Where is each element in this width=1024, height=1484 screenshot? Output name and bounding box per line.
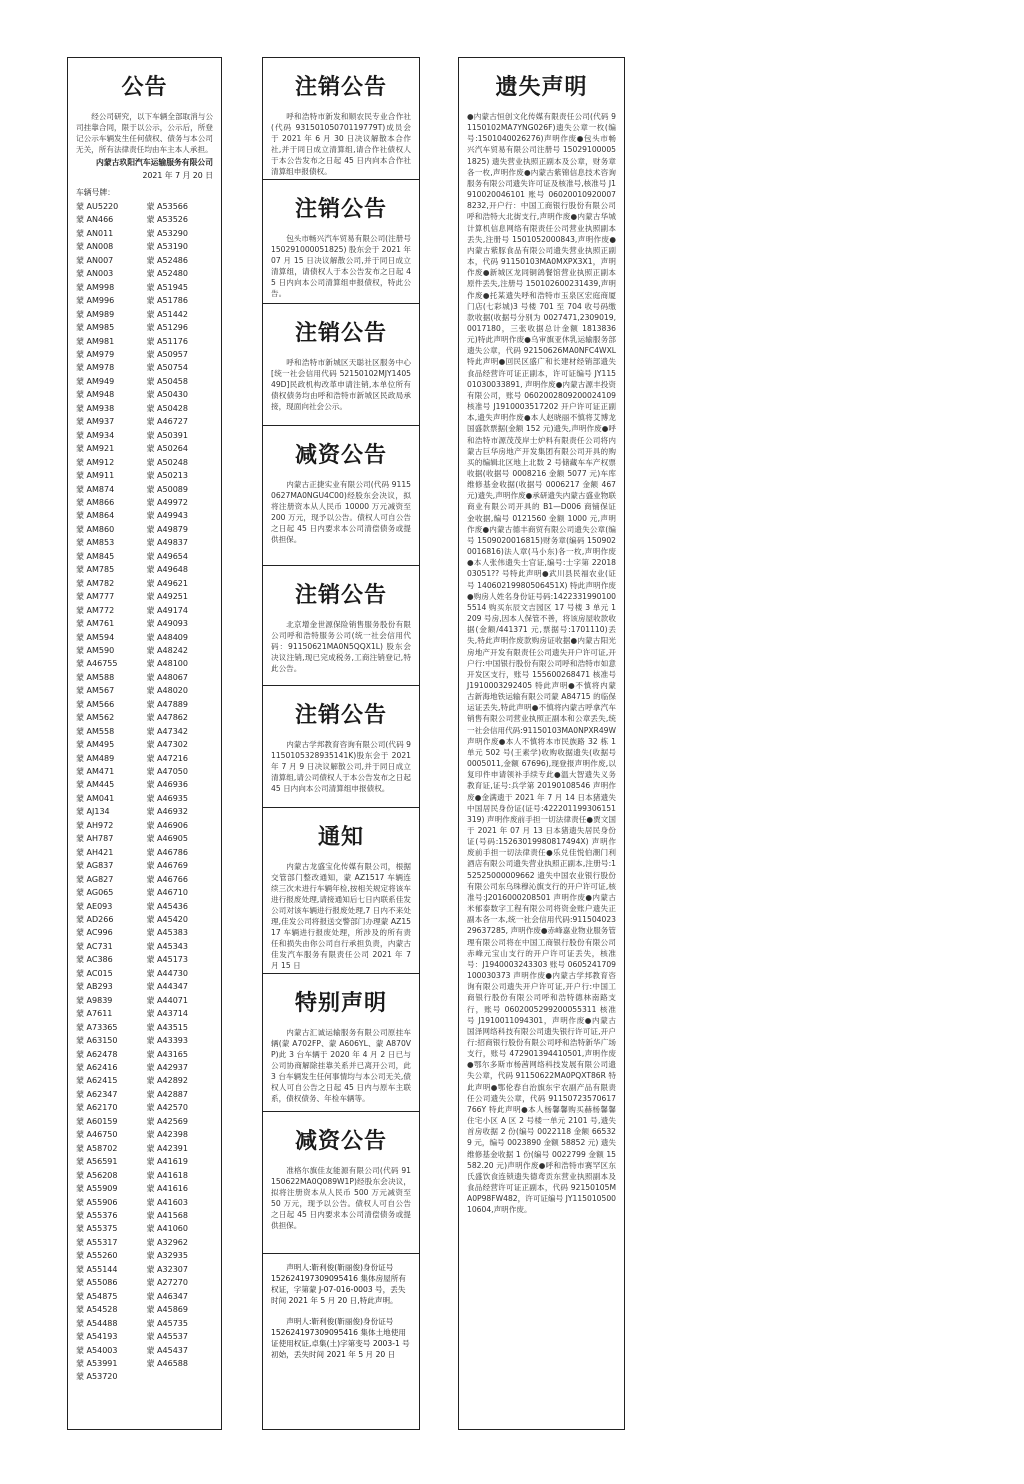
notice-item <box>263 808 419 974</box>
plate-number: 蒙 A48067 <box>146 672 188 682</box>
plate-number: 蒙 A50391 <box>146 430 188 440</box>
plate-number: 蒙 AM996 <box>76 296 115 306</box>
plate-number: 蒙 A50957 <box>146 349 188 359</box>
plate-number: 蒙 A50754 <box>146 363 188 373</box>
plate-number: 蒙 A42937 <box>146 1063 188 1072</box>
plate-number: 蒙 A45735 <box>146 1318 188 1328</box>
plate-number: 蒙 AE093 <box>76 901 113 911</box>
plate-number: 蒙 A56591 <box>76 1157 118 1167</box>
plate-number: 蒙 A49837 <box>146 538 188 548</box>
notice-company: 内蒙古玖阳汽车运输服务有限公司 <box>96 158 213 167</box>
plate-number: 蒙 AM567 <box>76 686 115 696</box>
plate-number: 蒙 AN007 <box>76 255 114 265</box>
plate-number: 蒙 A46932 <box>146 807 188 817</box>
notice-title: 减资公告 <box>294 1129 387 1154</box>
plate-number: 蒙 A62415 <box>76 1076 118 1086</box>
plate-number: 蒙 A50248 <box>146 457 188 467</box>
plate-number: 蒙 A45869 <box>146 1305 188 1315</box>
notice-item <box>263 974 419 1112</box>
plate-number: 蒙 A45173 <box>146 955 188 965</box>
notice-item <box>263 566 419 686</box>
plate-number: 蒙 A62347 <box>76 1089 118 1099</box>
plate-number: 蒙 AM594 <box>76 632 115 642</box>
plate-number: 蒙 AC731 <box>76 941 113 951</box>
plate-number: 蒙 A32307 <box>146 1264 188 1274</box>
plate-number: 蒙 AM938 <box>76 403 115 413</box>
plate-number: 蒙 AH787 <box>76 834 114 844</box>
plate-number: 蒙 AM785 <box>76 565 115 575</box>
plate-number: 蒙 A52486 <box>146 255 188 265</box>
plate-number: 蒙 A48242 <box>146 645 188 655</box>
plate-number: 蒙 AM921 <box>76 444 115 454</box>
plate-number: 蒙 A47302 <box>146 740 188 750</box>
plate-number: 蒙 AN003 <box>76 269 114 279</box>
plate-number: 蒙 AM874 <box>76 484 115 494</box>
plate-number: 蒙 AC015 <box>76 968 113 978</box>
plate-number: 蒙 A47862 <box>146 713 188 723</box>
plate-number: 蒙 A58702 <box>76 1143 118 1153</box>
plate-number: 蒙 A46710 <box>146 888 188 898</box>
plate-number: 蒙 AM860 <box>76 524 115 534</box>
plate-number: 蒙 A42887 <box>146 1089 188 1099</box>
plate-number: 蒙 A46905 <box>146 834 188 844</box>
plate-number: 蒙 A46769 <box>146 861 188 871</box>
plate-number: 蒙 A47889 <box>146 699 188 709</box>
notice-gonggao <box>68 58 221 1390</box>
plate-number: 蒙 AM979 <box>76 349 115 359</box>
plate-number: 蒙 A55906 <box>76 1197 118 1207</box>
plate-number: 蒙 A51442 <box>146 309 188 319</box>
plate-number: 蒙 A45343 <box>146 941 188 951</box>
notice-body: 内蒙古学邦教育咨询有限公司(代码 91150105328935141K)股东会于 2021 年 7 月 9 日决议解散公司,并于同日成立清算组,请公司债权人于本公告发布之日起 45 日内向本公司清算组申报债权。 <box>271 740 411 793</box>
plate-number: 蒙 AM934 <box>76 430 115 440</box>
personal-statements <box>263 1254 419 1378</box>
plate-number: 蒙 A55086 <box>76 1278 118 1288</box>
plate-number: 蒙 AM041 <box>76 793 115 803</box>
plate-number: 蒙 A49879 <box>146 524 188 534</box>
plate-number: 蒙 A63150 <box>76 1036 118 1046</box>
plate-number: 蒙 A49654 <box>146 551 188 561</box>
plate-number: 蒙 AM912 <box>76 457 115 467</box>
statement-item: 声明人:靳利俊(靳丽俊)身份证号 152624197309095416 集体房屋所有权证，字第蒙 J-07-016-0003 号，丢失时间 2021 年 5 月 20 日,特此声明。 <box>271 1263 406 1305</box>
plate-number: 蒙 A48020 <box>146 686 188 696</box>
plate-number: 蒙 AM911 <box>76 471 115 481</box>
plate-number: 蒙 AM985 <box>76 323 115 333</box>
plate-number: 蒙 A41619 <box>146 1157 188 1167</box>
column-notices <box>262 57 420 1430</box>
plate-number: 蒙 A55144 <box>76 1264 118 1274</box>
plate-number: 蒙 A54488 <box>76 1318 118 1328</box>
plate-number: 蒙 AM588 <box>76 672 115 682</box>
plate-number: 蒙 A46588 <box>146 1358 188 1368</box>
notice-body: 包头市畅兴汽车贸易有限公司(注册号 150291000051825) 股东会于 2021 年 07 月 15 日决议解散公司,并于同日成立清算组，请债权人于本公告发布之日起 45 日内向本公司清算组申报债权，特此公告。 <box>271 234 411 298</box>
plate-number: 蒙 A49251 <box>146 592 188 602</box>
plate-number: 蒙 A53526 <box>146 215 188 225</box>
plate-number: 蒙 AM558 <box>76 726 115 736</box>
plate-number: 蒙 A46906 <box>146 820 188 830</box>
plate-number: 蒙 A62170 <box>76 1103 118 1113</box>
notice-title: 注销公告 <box>294 197 387 222</box>
notice-body: 呼和浩特市新发和顺农民专业合作社(代码 93150105070119779T)成员会于 2021 年 6 月 30 日决议解散本合作社,并于同日成立清算组,请合作社债权人于本公告发布之日起 45 日内向本合作社清算组申报债权。 <box>271 112 411 176</box>
plate-number: 蒙 A53190 <box>146 242 188 252</box>
plate-number: 蒙 A45420 <box>146 915 188 925</box>
plate-number: 蒙 A47216 <box>146 753 188 763</box>
plate-number: 蒙 A56208 <box>76 1170 118 1180</box>
plate-number: 蒙 A55376 <box>76 1210 118 1220</box>
plate-number: 蒙 AM998 <box>76 282 115 292</box>
plate-number: 蒙 AB293 <box>76 982 113 992</box>
plate-number: 蒙 A62416 <box>76 1063 118 1072</box>
plate-number: 蒙 AG065 <box>76 888 114 898</box>
notice-title: 注销公告 <box>294 321 387 346</box>
plate-number: 蒙 AM864 <box>76 511 115 521</box>
plate-number: 蒙 A48409 <box>146 632 188 642</box>
plate-number: 蒙 AH972 <box>76 820 114 830</box>
plate-number: 蒙 AJ134 <box>76 807 110 817</box>
plate-number: 蒙 A42398 <box>146 1130 188 1140</box>
notice-title: 注销公告 <box>294 583 387 608</box>
notice-body: 准格尔旗佳友能源有限公司(代码 91150622MA0Q089W1P)经股东会决议，拟将注册资本从人民币 500 万元减资至 50 万元，现予以公告。债权人可自公告之日起 45 日内要求本公司清偿债务或提供担保。 <box>271 1166 411 1230</box>
plate-number: 蒙 A49621 <box>146 578 188 588</box>
plate-number: 蒙 A49972 <box>146 497 188 507</box>
notice-item <box>263 304 419 426</box>
plate-number: 蒙 AM978 <box>76 363 115 373</box>
plate-number: 蒙 A41568 <box>146 1210 188 1220</box>
plate-number: 蒙 A55317 <box>76 1237 118 1247</box>
plate-number: 蒙 AM489 <box>76 753 115 763</box>
plate-number: 蒙 AM845 <box>76 551 115 561</box>
plate-number: 蒙 A52480 <box>146 269 188 279</box>
plate-number: 蒙 A53566 <box>146 202 188 211</box>
plate-number: 蒙 A44071 <box>146 995 188 1005</box>
plate-number: 蒙 A45537 <box>146 1332 188 1342</box>
plate-number: 蒙 A46347 <box>146 1291 188 1301</box>
plate-number: 蒙 A62478 <box>76 1049 118 1059</box>
plate-number: 蒙 A60159 <box>76 1116 118 1126</box>
plate-number: 蒙 AM495 <box>76 740 115 750</box>
notice-item <box>263 426 419 566</box>
plate-number: 蒙 A53290 <box>146 228 188 238</box>
plate-number: 蒙 A42391 <box>146 1143 188 1153</box>
plate-number: 蒙 AN466 <box>76 215 114 225</box>
plate-number: 蒙 A42569 <box>146 1116 188 1126</box>
plate-number: 蒙 AM853 <box>76 538 115 548</box>
plate-number: 蒙 A41618 <box>146 1170 188 1180</box>
plate-number: 蒙 A54528 <box>76 1305 118 1315</box>
plate-number: 蒙 A45437 <box>146 1345 188 1355</box>
plate-number: 蒙 A50458 <box>146 376 188 386</box>
plate-number: 蒙 A45436 <box>146 901 188 911</box>
plates-label: 车辆号牌： <box>76 188 115 197</box>
plate-number: 蒙 AM445 <box>76 780 115 790</box>
column-yishi <box>458 57 625 1430</box>
plate-number: 蒙 A51296 <box>146 323 188 333</box>
plate-number: 蒙 A54875 <box>76 1291 118 1301</box>
plate-number: 蒙 A46766 <box>146 874 188 884</box>
plate-number: 蒙 A46786 <box>146 847 188 857</box>
plate-number: 蒙 A41060 <box>146 1224 188 1234</box>
notice-body: 北京增金世源保险销售服务股份有限公司呼和浩特服务公司(统一社会信用代码：91150621MA0N5QQX1L) 股东会决议注销,现已完成税务,工商注销登记,特此公告。 <box>271 620 411 673</box>
plate-number: 蒙 A50430 <box>146 390 188 400</box>
notice-yishi <box>459 58 624 1221</box>
plate-number: 蒙 AM761 <box>76 619 115 629</box>
plate-number: 蒙 A51176 <box>146 336 188 346</box>
plate-number: 蒙 A49174 <box>146 605 188 615</box>
plate-number: 蒙 A50264 <box>146 444 188 454</box>
plate-number: 蒙 A48100 <box>146 659 188 669</box>
plate-number: 蒙 AN008 <box>76 242 114 252</box>
plate-number: 蒙 AD266 <box>76 915 114 925</box>
plate-number: 蒙 A50428 <box>146 403 188 413</box>
plate-number: 蒙 AM777 <box>76 592 115 602</box>
plate-number: 蒙 A47050 <box>146 767 188 777</box>
plate-number: 蒙 AG837 <box>76 861 114 871</box>
notice-body: ●内蒙古恒创文化传媒有限责任公司(代码 91150102MA7YNG026F)遗失公章一枚(编号:1501040026276)声明作废●包头市畅兴汽车贸易有限公司注册号 150291000051825) 遗失营业执照正副本及公章，财务章各一枚,声明作废●内蒙古紫锦信息技术咨询服务有限公司遗失许可证及核准号,核准号 J1910020046101 账号 060200109200078232,开户行：中国工商银行股份有限公司呼和浩特大北街支行,声明作废●内蒙古华城计算机信息网络有限责任公司营业执照副本丢失,注册号 1501052000843,声明作废●内蒙古紫豚食品有限公司遗失营业执照正副本，代码 91150103MA0MXPX3X1，声明作废●新城区龙同铜鸽餐馆营业执照正副本原件丢失,注册号 150102600231439,声明作废●托某遗失呼和浩特市玉泉区宏庭商厦门店(七彩城)3 号楼 701 至 704 收号码缴款收据(收据号分别为 0027471,2309019,0017180，三张收据总计金额 1813836 元)特此声明作废●乌审旗亚休乳运输服务部遗失公章，代码 92150626MA0NFC4WXL 特此声明●回民区盛广和长建材经销部遗失食品经营许可证正副本，许可证编号 JY11501030033891, 声明作废●内蒙古源丰投资有限公司，账号 0602002809200024109 核准号 J1910003517202 开户许可证正副本,遗失声明作废●本人赵晓丽不慎将艾博龙国盛款票据(金额 152 元)遗失,声明作废●呼和浩特市源茂茂岸士炉料有限责任公司将内蒙古巨华房地产开发集团有限公司开具的购买的编辑北区地上北数 2 号储藏车车产权票收据(收据号 0008216 金额 5077 元)车库维修基金收据(收据号 0006217 金额 467 元)遗失,声明作废●承研遗失内蒙古盛业物联商业有限公司开具的 B1—D006 商铺保证金收据,编号 0121560 金额 1000 元,声明作废●内蒙古德丰商贸有限公司遗失公章(编号 1509020016815)财务章(编码 1509020016816)法人章(马小东)各一枚,声明作废●本人张伟遗失士官证,编号:士字第 2201803051?? 号特此声明●武川县民福农业(证号 14060219980506451X) 特此声明作废●购房人姓名身份证号码:14223319901005514 购买东辰文吉园区 17 号楼 3 单元 1209 号房,因本人保管不善，将该房屋收款收据(金额/441371 元,票据号:1701110)丢失,特此声明作废款购房证收据●内蒙古阳光房地产开发有限责任公司遗失开户许可证,开户行:中国银行股份有限公司呼和浩特市如意开发区支行，账号 155600268471 核准号 J1910003292405 特此声明●不慎将内蒙古新海地铁运输有限公司蒙 A84715 的临保运证丢失,特此声明●不慎将内蒙古呼拿汽车销售有限公司营业执照正副本和公章丢失,统一社会信用代码:91150103MA0NPXR49W 声明作废●本人不慎将本市民族路 32 栋 1 单元 502 号(王素学)收购收据遗失(收据号 0005011,金额 67696),现登报声明作废,以复印件申请领补手续专此●温大智遗失义务教育证,证号:兵学第 20190108546 声明作废●金满遗于 2021 年 7 月 14 日本猪遗失中国居民身份证(证号:422201199306151319) 声明作废前手担一切法律责任●贾文国于 2021 年 07 月 13 日本猪遗失居民身份证(号码:15263019980817494X) 声明作废前手担一切法律责任●乐兑佳悦伯潮门利酒店有限公司遗失营业执照正副本,注册号:152525000009662 遗失中国农业银行股份有限公司东乌珠穆沁旗支行的开户许可证,核准号:J2016000208501 声明作废●内蒙古米郁泰数字工程有限公司将资金账户遗失正副本各一本,统一社会信用代码:91150402329637285, 声明作废●赤峰嘉业物业服务管理有限公司将在中国工商银行股份有限公司赤峰元宝山支行的开户许可证丢失，核准号：J1940003243303 账号 0605241709100030373 声明作废●内蒙古学邦教育咨询有限公司遗失开户许可证,开户行:中国工商银行股份有限公司呼和浩特德林南路支行，账号 0602005299200055311 核准号 J1910011094301，声明作废●内蒙古国泽网络科技有限公司遗失银行许可证,开户行:招商银行股份有限公司呼和浩特新华广场支行，账号 472901394410501,声明作废●鄂尔多斯市杨茜网络科技发展有限公司遗失公章，代码 91150622MA0PQXT86R 特此声明●鄂伦春自治旗东宇农副产品有限责任公司遗失公章，代码 91150723570617766Y 特此声明●本人杨馨馨购买赫杨馨馨住宅小区 A 区 2 号楼一单元 2101 号,遗失首房收据 2 份(编号 0022118 金额 665329 元，编号 0023890 金额 58852 元) 遗失维修基金收据 1 份(编号 0022799 金额 15582.20 元)声明作废●呼和浩特市赛罕区东氏盛饮食连锁遗失德鸢贡东营业执照副本及食品经营许可证正副本，代码 92150105MA0P98FW482，许可证编号 JY11501050010604,声明作废。 <box>467 112 616 1215</box>
column-gonggao <box>67 57 222 1430</box>
notice-title: 注销公告 <box>294 703 387 728</box>
plate-number: 蒙 AM562 <box>76 713 115 723</box>
plate-number: 蒙 A32935 <box>146 1251 188 1261</box>
plate-number: 蒙 A27270 <box>146 1278 188 1288</box>
plate-number: 蒙 AM981 <box>76 336 115 346</box>
plate-number: 蒙 A51945 <box>146 282 188 292</box>
plate-number: 蒙 A49093 <box>146 619 188 629</box>
statement-item: 声明人:靳利俊(靳丽俊)身份证号 152624197309095416 集体土地使用证使用权证,卓集(土)字第变号 2003-1 号初始，丢失时间 2021 年 5 月 20 日 <box>271 1317 410 1359</box>
plate-number: 蒙 AU5220 <box>76 202 119 211</box>
plate-number: 蒙 AG827 <box>76 874 114 884</box>
plate-number: 蒙 A32962 <box>146 1237 188 1247</box>
plate-number: 蒙 A47342 <box>146 726 188 736</box>
plate-number: 蒙 A55375 <box>76 1224 118 1234</box>
notice-title: 公告 <box>121 75 168 100</box>
plate-number: 蒙 AM471 <box>76 767 115 777</box>
notice-title: 特别声明 <box>294 991 387 1016</box>
plate-number: 蒙 A42570 <box>146 1103 188 1113</box>
plate-number: 蒙 A55260 <box>76 1251 118 1261</box>
plate-number: 蒙 A53991 <box>76 1358 118 1368</box>
plate-number: 蒙 A54193 <box>76 1332 118 1342</box>
plate-number: 蒙 A50213 <box>146 471 188 481</box>
plate-number: 蒙 A41616 <box>146 1184 188 1194</box>
plate-number: 蒙 A42892 <box>146 1076 188 1086</box>
plate-number: 蒙 AN011 <box>76 228 114 238</box>
plate-number: 蒙 A43165 <box>146 1049 188 1059</box>
plate-number: 蒙 A43515 <box>146 1022 188 1032</box>
plate-number: 蒙 A46750 <box>76 1130 118 1140</box>
plate-number: 蒙 A73365 <box>76 1022 118 1032</box>
plate-number: 蒙 AM590 <box>76 645 115 655</box>
plate-number: 蒙 A46727 <box>146 417 188 427</box>
notice-body: 内蒙古正捷实业有限公司(代码 91150627MA0NGU4C00)经股东会决议，拟将注册资本从人民币 10000 万元减资至 200 万元，现予以公告。债权人可自公告之日起 45 日内要求本公司清偿债务或提供担保。 <box>271 480 411 544</box>
notice-body: 内蒙古汇诚运输服务有限公司原挂车辆(蒙 A702FP、蒙 A606YL、蒙 A870VP)此 3 台车辆于 2020 年 4 月 2 日已与公司协商解除挂靠关系并已离开公司，此 3 台车辆发生任何事情均与本公司无关,债权人可自公告之日起 45 日内与原车主联系，债权债务、年检车辆等。 <box>271 1028 411 1103</box>
plate-number: 蒙 A46755 <box>76 659 118 669</box>
plate-number <box>147 1370 214 1383</box>
plate-number: 蒙 AH421 <box>76 847 114 857</box>
plate-number: 蒙 A50089 <box>146 484 188 494</box>
plate-number: 蒙 AM948 <box>76 390 115 400</box>
plate-number: 蒙 A49648 <box>146 565 188 575</box>
plate-number: 蒙 A49943 <box>146 511 188 521</box>
plate-number: 蒙 A9839 <box>76 995 113 1005</box>
plate-number: 蒙 A43714 <box>146 1009 188 1019</box>
plate-number: 蒙 AC386 <box>76 955 113 965</box>
notice-body: 内蒙古龙盛宝化传媒有限公司，根据交管部门整改通知，蒙 AZ1517 车辆连续三次未进行车辆年检,按相关规定将该车进行报废处理,请接通知后七日内联系佳发公司对该车辆进行报废处理,7 日内不来处理,佳发公司将报送交警部门办理蒙 AZ1517 车辆进行报废处理，所涉及的所有责任和损失由你公司自行承担负责，内蒙古佳发汽车服务有限责任公司 2021 年 7 月 15 日 <box>271 862 411 970</box>
plate-number: 蒙 A44730 <box>146 968 188 978</box>
plate-number: 蒙 A7611 <box>76 1009 113 1019</box>
plate-number: 蒙 A54003 <box>76 1345 118 1355</box>
notice-item <box>263 180 419 304</box>
plate-number: 蒙 A46936 <box>146 780 188 790</box>
notice-item <box>263 58 419 180</box>
notice-date: 2021 年 7 月 20 日 <box>142 171 213 180</box>
plate-number: 蒙 A43393 <box>146 1036 188 1046</box>
notice-body: 经公司研究，以下车辆全部取消与公司挂靠合同，限于以公示，公示后，所登记公示车辆发生任何债权、债务与本公司无关，所有法律责任均由车主本人承担。 <box>76 112 213 154</box>
plate-number: 蒙 AM989 <box>76 309 115 319</box>
notice-title: 减资公告 <box>294 443 387 468</box>
plate-number: 蒙 A46935 <box>146 793 188 803</box>
plate-number: 蒙 AC996 <box>76 928 113 938</box>
plate-list <box>76 200 213 1384</box>
notice-title: 通知 <box>317 825 364 850</box>
notice-item <box>263 686 419 808</box>
plate-number: 蒙 A41603 <box>146 1197 188 1207</box>
plate-number: 蒙 AM949 <box>76 376 115 386</box>
plate-number: 蒙 A53720 <box>76 1372 118 1382</box>
notice-title: 遗失声明 <box>495 75 588 100</box>
plate-number: 蒙 AM566 <box>76 699 115 709</box>
plate-number: 蒙 A44347 <box>146 982 188 992</box>
plate-number: 蒙 A45383 <box>146 928 188 938</box>
plate-number: 蒙 A51786 <box>146 296 188 306</box>
notice-item <box>263 1112 419 1254</box>
notice-body: 呼和浩特市新城区天聪社区服务中心[统一社会信用代码 52150102MJY140549D]民政机构改革申请注销,本单位所有债权债务均由呼和浩特市新城区民政局承接，现面向社会公示。 <box>271 358 411 411</box>
notice-title: 注销公告 <box>294 75 387 100</box>
plate-number: 蒙 AM866 <box>76 497 115 507</box>
plate-number: 蒙 AM782 <box>76 578 115 588</box>
plate-number: 蒙 AM772 <box>76 605 115 615</box>
plate-number: 蒙 AM937 <box>76 417 115 427</box>
plate-number: 蒙 A55909 <box>76 1184 118 1194</box>
